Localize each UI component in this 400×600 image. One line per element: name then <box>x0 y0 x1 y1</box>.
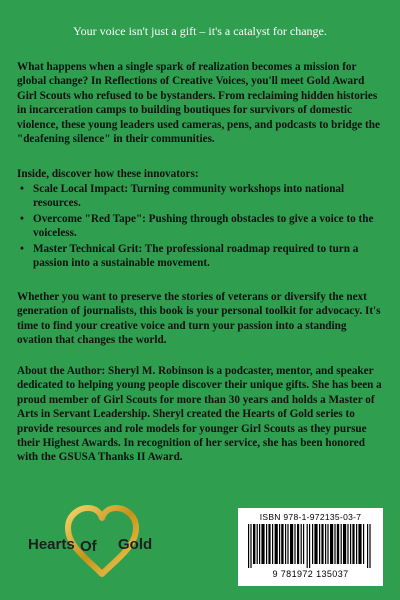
innovator-list <box>17 181 383 270</box>
barcode-bars <box>248 524 373 568</box>
list-item: • Master Technical Grit: The professional roadmap required to turn a passion into a sustainable movement. <box>17 242 383 271</box>
about-author-paragraph: About the Author: Sheryl M. Robinson is a podcaster, mentor, and speaker dedicated to helping young people discover their unique gifts. She has been a proud member of Girl Scouts for more than 30 years and holds a Master of Arts in Servant Leadership. Sheryl created the Hearts of Gold series to provide resources and role models for younger Girl Scouts as they pursue their Highest Awards. In recognition of her service, she has been honored with the GSUSA Thanks II Award. <box>17 365 382 464</box>
logo-word-gold: Gold <box>118 536 153 553</box>
list-item: • Scale Local Impact: Turning community workshops into national resources. <box>17 182 383 211</box>
hearts-of-gold-logo <box>28 500 178 580</box>
isbn-barcode <box>238 508 383 586</box>
logo-word-of: Of <box>80 538 97 555</box>
logo-word-hearts: Hearts <box>28 536 75 553</box>
list-item: • Overcome "Red Tape": Pushing through obstacles to give a voice to the voiceless. <box>17 212 383 241</box>
isbn-label: ISBN 978-1-972135-03-7 <box>259 512 362 522</box>
intro-paragraph: What happens when a single spark of realization becomes a mission for global change? In Reflections of Creative Voices, you'll meet Gold Award Girl Scouts who refused to be bystanders. From reclaiming hidden histories in incarceration camps to building boutiques for survivors of domestic violence, these young leaders used cameras, pens, and podcasts to bridge the "deafening silence" in their communities. <box>17 61 380 146</box>
isbn-number: 9 781972 135037 <box>272 569 349 579</box>
tagline: Your voice isn't just a gift – it's a catalyst for change. <box>73 24 327 38</box>
call-to-action-paragraph: Whether you want to preserve the stories of veterans or diversify the next generation of journalists, this book is your personal toolkit for advocacy. It's time to find your creative voice and turn your passion into a standing ovation that changes the world. <box>17 291 381 347</box>
inside-heading: Inside, discover how these innovators: <box>17 168 199 180</box>
